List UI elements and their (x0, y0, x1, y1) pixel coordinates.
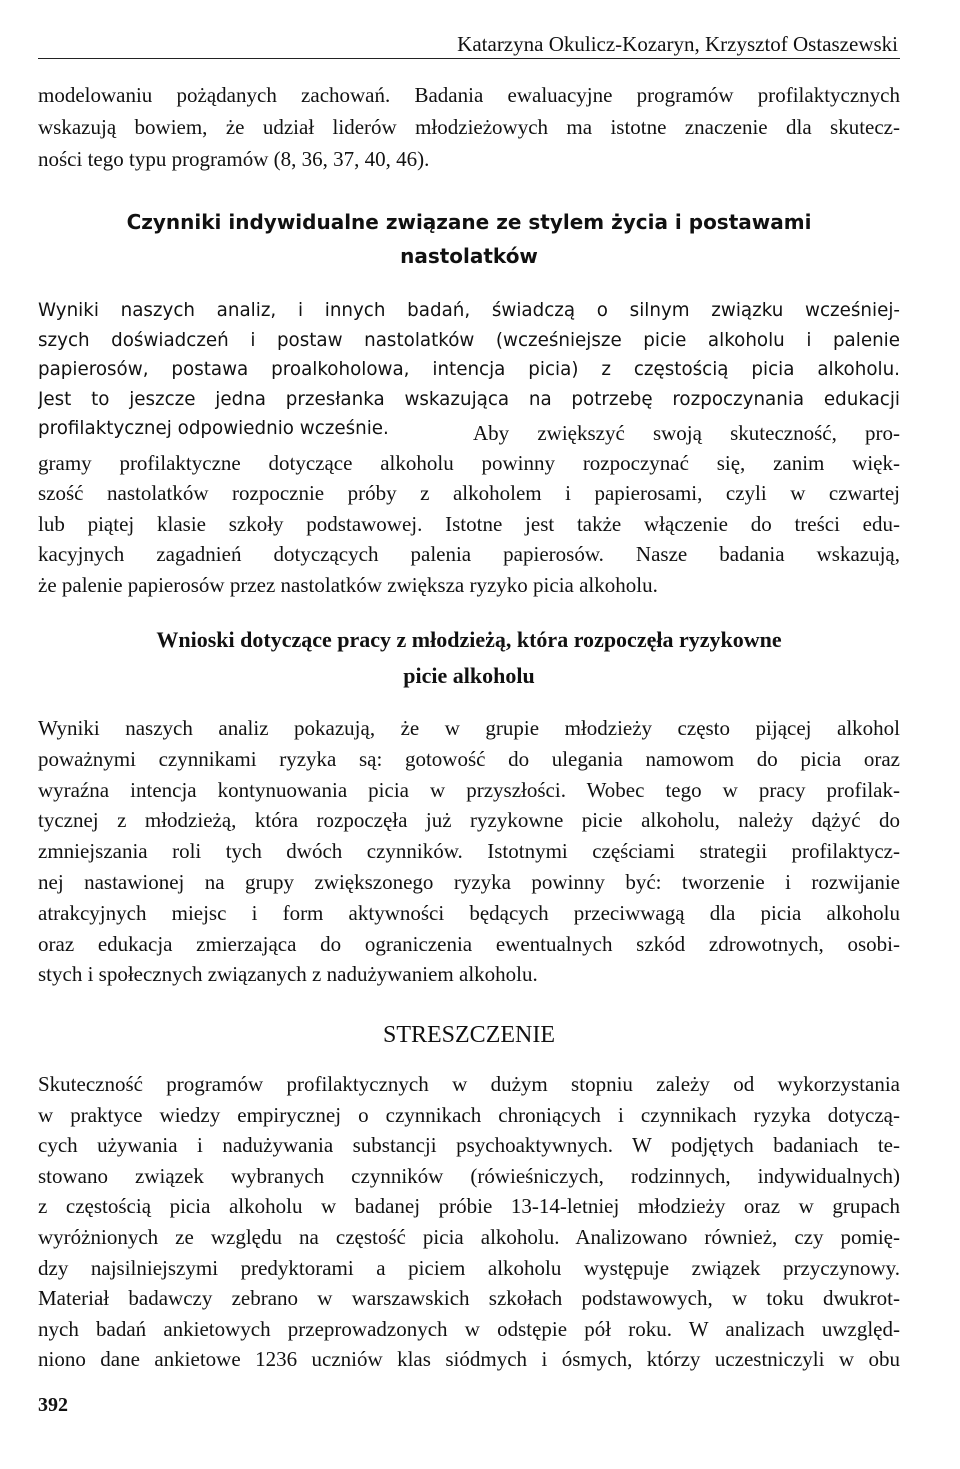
text-line: atrakcyjnych miejsc i form aktywności będących przeciwwagą dla picia alkoholu (38, 900, 900, 925)
text-line: Wyniki naszych analiz, i innych badań, świadczą o silnym związku wcześniej- (38, 300, 900, 321)
section1-paragraph-continuation-start (473, 418, 900, 448)
running-header-authors: Katarzyna Okulicz-Kozaryn, Krzysztof Ostaszewski (457, 32, 898, 56)
text-line: Materiał badawczy zebrano w warszawskich szkołach podstawowych, w toku dwukrot- (38, 1286, 900, 1311)
section-heading-individual-factors (38, 205, 900, 273)
text-line: wyraźna intencja kontynuowania picia w przyszłości. Wobec tego w pracy profilak- (38, 777, 900, 802)
text-line: cych używania i nadużywania substancji psychoaktywnych. W podjętych badaniach te- (38, 1133, 900, 1158)
text-line: Skuteczność programów profilaktycznych w dużym stopniu zależy od wykorzystania (38, 1072, 900, 1096)
text-line: profilaktycznej odpowiednio wcześnie. (38, 418, 389, 439)
text-line: dzy najsilniejszymi predyktorami a piciem alkoholu występuje związek przyczynowy. (38, 1255, 900, 1280)
text-line: stych i społecznych związanych z nadużywaniem alkoholu. (38, 962, 538, 987)
text-line: gramy profilaktyczne dotyczące alkoholu powinny rozpoczynać się, zanim więk- (38, 451, 900, 475)
text-line: szość nastolatków rozpocznie próby z alkoholem i papierosami, czyli w czwartej (38, 481, 900, 506)
text-line: poważnymi czynnikami ryzyka są: gotowość do ulegania namowom do picia oraz (38, 746, 900, 771)
intro-paragraph (38, 79, 900, 175)
text-line: modelowaniu pożądanych zachowań. Badania ewaluacyjne programów profilaktycznych (38, 83, 900, 107)
text-line: Aby zwiększyć swoją skuteczność, pro- (473, 421, 900, 445)
text-line: zmniejszania roli tych dwóch czynników. Istotnymi częściami strategii profilaktycz- (38, 839, 900, 864)
text-line: kacyjnych zagadnień dotyczących palenia papierosów. Nasze badania wskazują, (38, 542, 900, 567)
text-line: Wyniki naszych analiz pokazują, że w grupie młodzieży często pijącej alkohol (38, 716, 900, 740)
text-line: że palenie papierosów przez nastolatków zwiększa ryzyko picia alkoholu. (38, 572, 658, 597)
text-line: szych doświadczeń i postaw nastolatków (wcześniejsze picie alkoholu i palenie (38, 329, 900, 351)
text-line: tycznej z młodzieżą, która rozpoczęła już ryzykowne picie alkoholu, należy dążyć do (38, 808, 900, 833)
section1-paragraph-continuation (38, 448, 900, 600)
header-rule (38, 58, 900, 59)
text-line: w praktyce wiedzy empirycznej o czynnikach chroniących i czynnikach ryzyka dotyczą- (38, 1102, 900, 1127)
heading-line: STRESZCZENIE (383, 1022, 555, 1048)
text-line: z częstością picia alkoholu w badanej próbie 13-14-letniej młodzieży oraz w grupach (38, 1194, 900, 1219)
text-line: papierosów, postawa proalkoholowa, intencja picia) z częstością picia alkoholu. (38, 359, 900, 380)
heading-line: nastolatków (400, 244, 538, 268)
heading-line: Czynniki indywidualne związane ze stylem życia i postawami (126, 210, 812, 234)
text-line: ności tego typu programów (8, 36, 37, 40, 46). (38, 147, 430, 171)
heading-line: Wnioski dotyczące pracy z młodzieżą, która rozpoczęła ryzykowne (156, 627, 782, 652)
text-line: nych badań ankietowych przeprowadzonych w odstępie pół roku. W analizach uwzględ- (38, 1316, 900, 1341)
text-line: wyróżnionych ze względu na częstość picia alkoholu. Analizowano również, czy pomię- (38, 1224, 900, 1249)
text-line: stowano związek wybranych czynników (rówieśniczych, rodzinnych, indywidualnych) (38, 1163, 900, 1188)
heading-line: picie alkoholu (403, 663, 535, 688)
page-number: 392 (38, 1394, 68, 1416)
text-line: nej nastawionej na grupy zwiększonego ryzyka powinny być: tworzenie i rozwijanie (38, 869, 900, 894)
text-line: Jest to jeszcze jedna przesłanka wskazująca na potrzebę rozpoczynania edukacji (38, 388, 900, 410)
summary-paragraph (38, 1069, 900, 1375)
section-heading-summary (38, 1017, 900, 1053)
text-line: oraz edukacja zmierzająca do ograniczenia ewentualnych szkód zdrowotnych, osobi- (38, 931, 900, 956)
text-line: wskazują bowiem, że udział liderów młodzieżowych ma istotne znaczenie dla skutecz- (38, 115, 900, 139)
text-line: lub piątej klasie szkoły podstawowej. Istotne jest także włączenie do treści edu- (38, 511, 900, 536)
section2-paragraph (38, 713, 900, 990)
section-heading-conclusions (38, 622, 900, 694)
text-line: niono dane ankietowe 1236 uczniów klas siódmych i ósmych, którzy uczestniczyli w obu (38, 1347, 900, 1372)
